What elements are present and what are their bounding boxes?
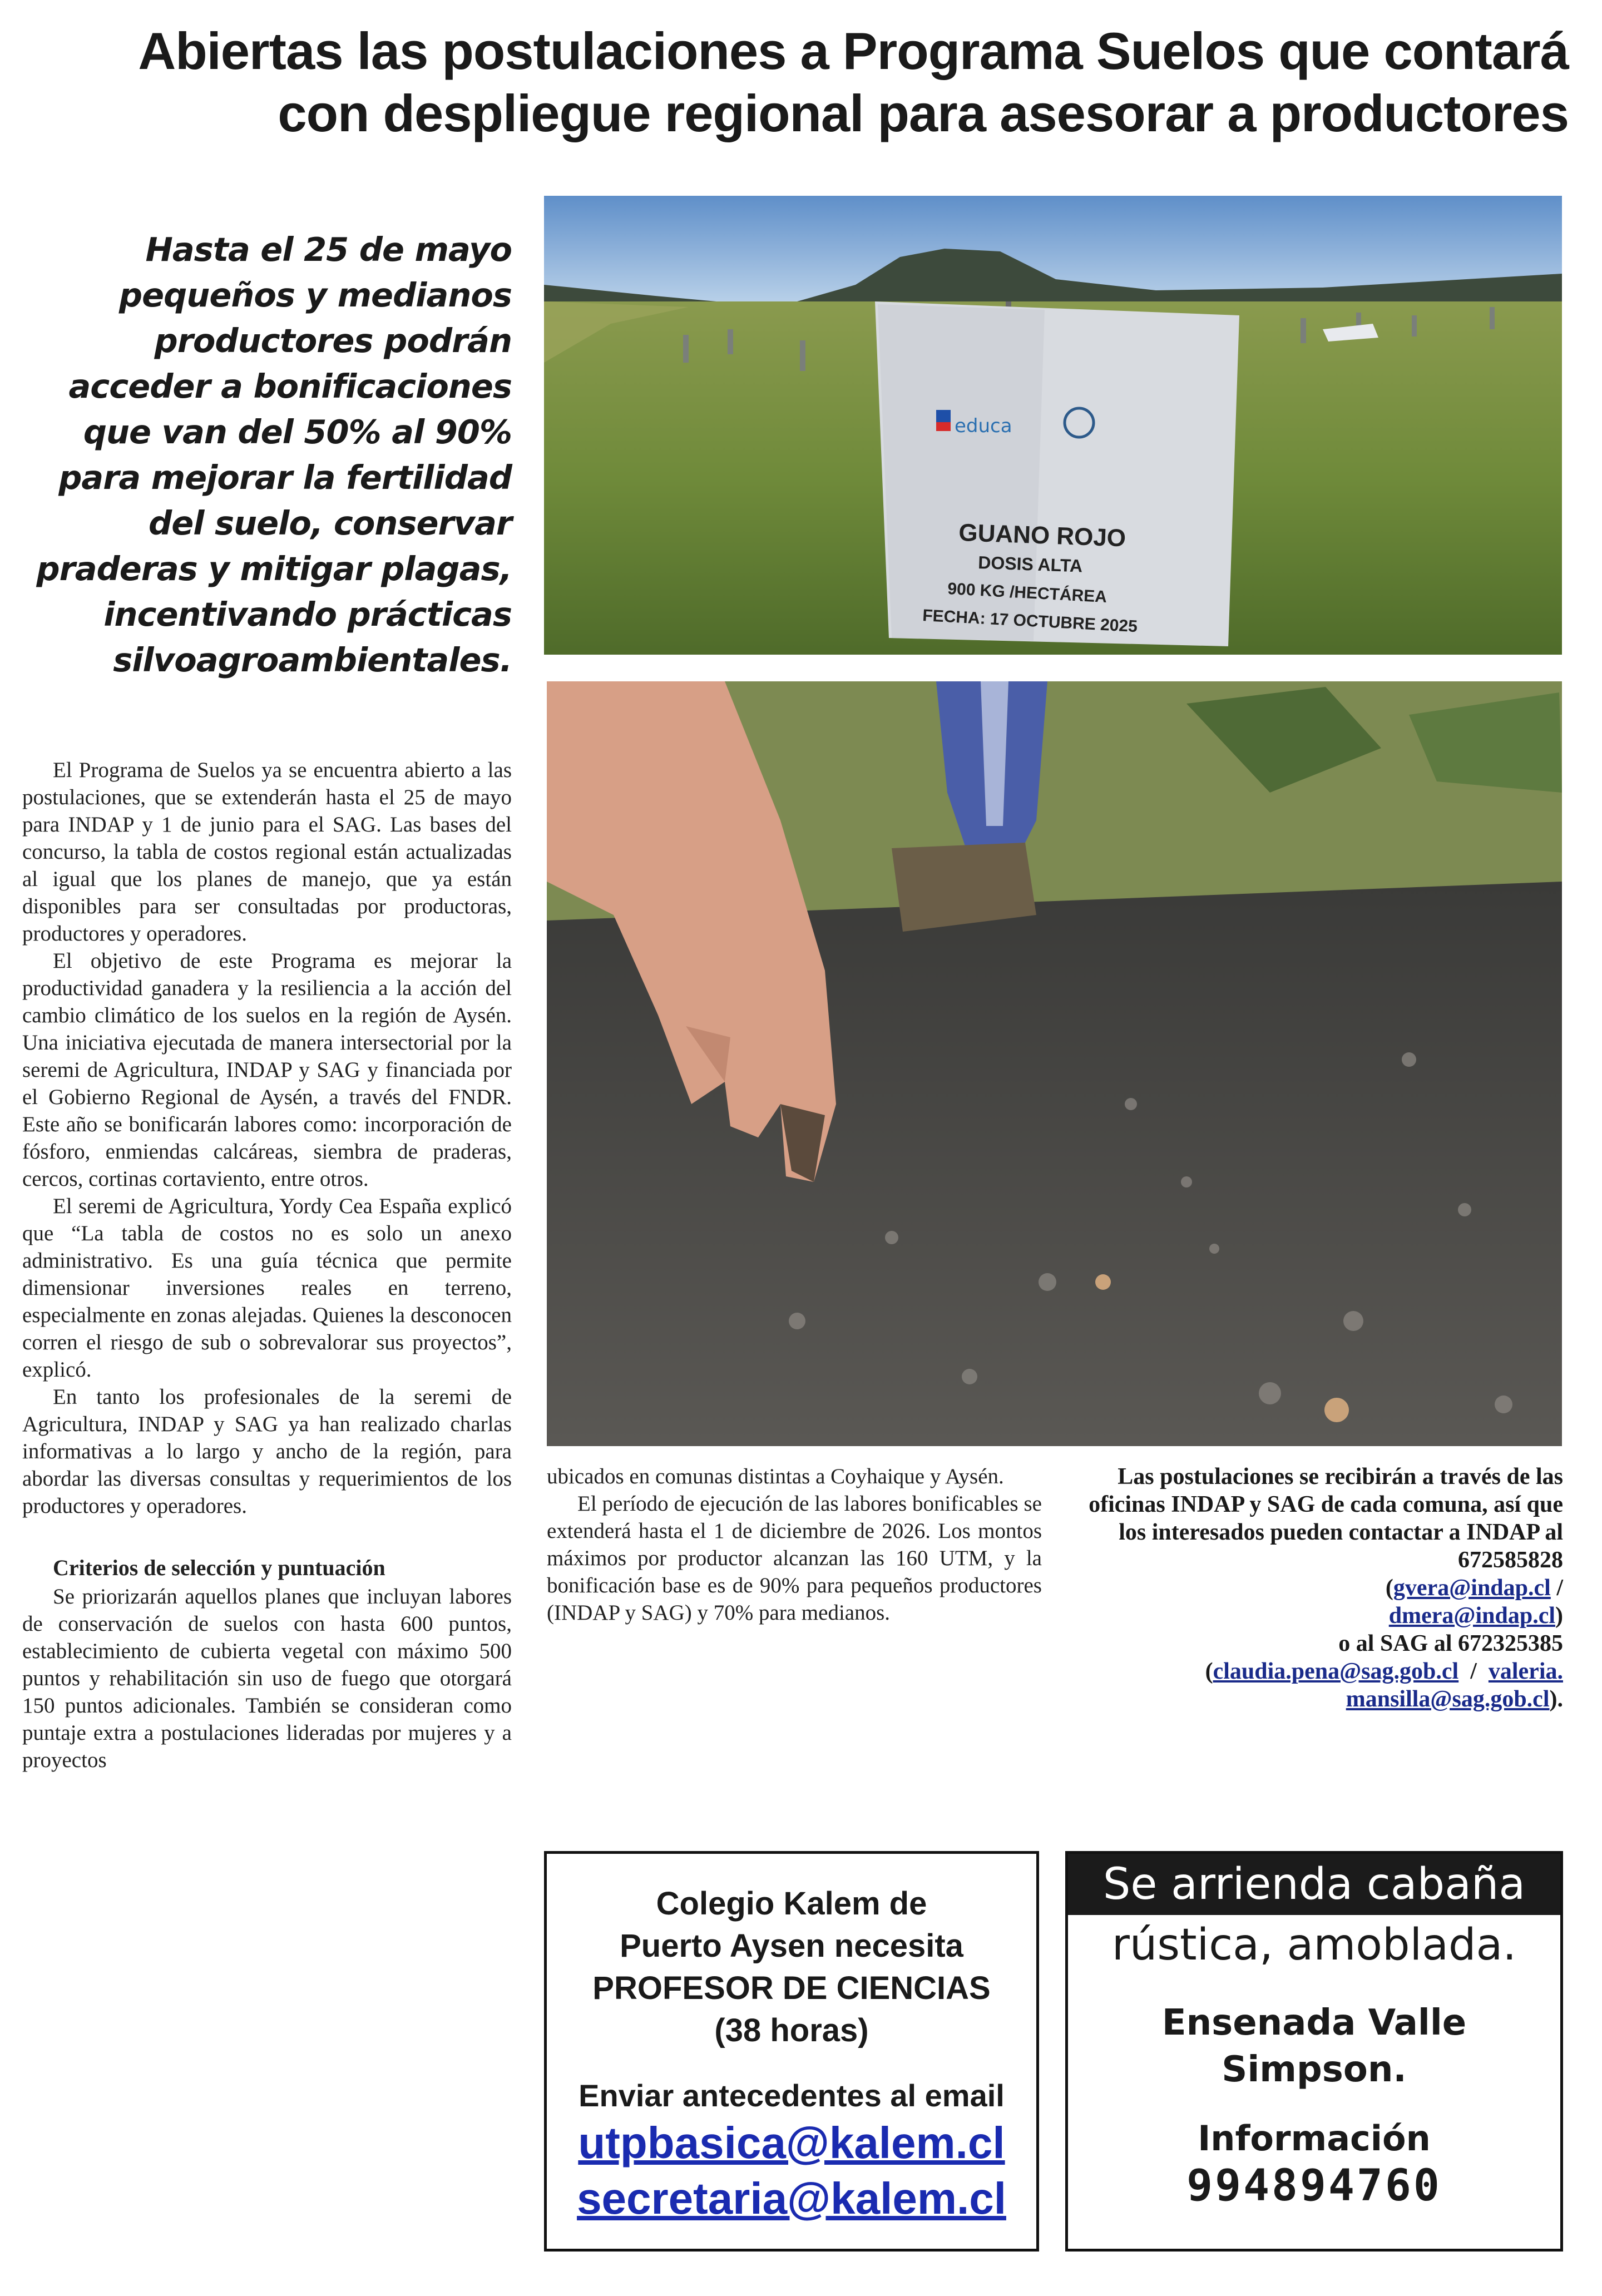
contact-intro: Las postulaciones se recibirán a través de las oficinas INDAP y SAG de cada comuna, así que los interesados pueden contactar a INDAP al 672585828 (1089, 1464, 1563, 1573)
body-paragraph-7: El período de ejecución de las labores bonificables se extenderá hasta el 1 de diciembre de 2026. Los montos máximos por productor alcanzan las 160 UTM, y la bonificación base es de 90% para pequeños productores (INDAP y SAG) y 70% para medianos. (547, 1492, 1042, 1625)
ad-cabana-info: Información (1198, 2118, 1431, 2159)
field-photo-illustration (544, 196, 1562, 655)
body-paragraph-3: El seremi de Agricultura, Yordy Cea España explicó que “La tabla de costos no es solo un anexo administrativo. Es una guía técnica que permite dimensionar inversiones reales en terreno, especialmente en zonas alejadas. Quienes la desconocen corren el riesgo de sub o sobrevalorar sus proyectos”, explicó. (22, 1194, 512, 1382)
contact-info (1057, 1463, 1563, 1713)
contact-paren: ( (1205, 1659, 1213, 1684)
contact-paren: ( (1385, 1575, 1393, 1601)
contact-separator: / (1550, 1575, 1563, 1601)
ad-colegio-email-1[interactable]: utpbasica@kalem.cl (578, 2118, 1005, 2168)
headline (22, 20, 1569, 145)
article-column-1 (22, 756, 512, 1774)
sign-rate: 900 KG /HECTÁREA (947, 580, 1107, 606)
body-paragraph-6: ubicados en comunas distintas a Coyhaique y Aysén. (547, 1464, 1004, 1488)
headline-line-1: Abiertas las postulaciones a Programa Suelos que contará (138, 22, 1569, 80)
contact-sag: o al SAG al 672325385 (1338, 1631, 1563, 1656)
ad-cabana-phone[interactable]: 994894760 (1186, 2161, 1442, 2211)
contact-paren: ) (1555, 1603, 1563, 1629)
contact-paren: ). (1549, 1686, 1563, 1712)
section-subheading: Criterios de selección y puntuación (53, 1555, 385, 1580)
sign-dose: DOSIS ALTA (977, 552, 1083, 576)
email-valeria-link-part2[interactable]: mansilla@sag.gob.cl (1346, 1686, 1550, 1712)
soil-photo-illustration (547, 681, 1562, 1446)
email-valeria-link-part1[interactable]: valeria. (1488, 1659, 1563, 1684)
field-photo (544, 196, 1562, 655)
body-paragraph-5: Se priorizarán aquellos planes que incluyan labores de conservación de suelos con hasta 600 puntos, establecimiento de cubierta vegetal con máximo 500 puntos y rehabilitación sin uso de fuego que otorgará 150 puntos adicionales. También se consideran como puntaje extra a postulaciones lideradas por mujeres y a proyectos (22, 1585, 512, 1772)
ad-colegio-line-3: PROFESOR DE CIENCIAS (592, 1970, 991, 2006)
ad-cabana-location-2: Simpson. (1222, 2049, 1407, 2090)
contact-separator: / (1458, 1659, 1489, 1684)
headline-line-2: con despliegue regional para asesorar a productores (278, 84, 1569, 142)
email-claudia-link[interactable]: claudia.pena@sag.gob.cl (1213, 1659, 1459, 1684)
article-column-2 (547, 1463, 1042, 1626)
sign-logo-text: educa (955, 415, 1012, 437)
email-gvera-link[interactable]: gvera@indap.cl (1393, 1575, 1551, 1601)
sign-date: FECHA: 17 OCTUBRE 2025 (922, 606, 1138, 636)
soil-photo (547, 681, 1562, 1446)
sign-title: GUANO ROJO (958, 519, 1126, 552)
ad-colegio-line-4: (38 horas) (714, 2012, 869, 2048)
ad-cabana-band: Se arrienda cabaña (1068, 1854, 1560, 1915)
ad-cabana-subtitle: rústica, amoblada. (1111, 1920, 1517, 1970)
ad-colegio-line-1: Colegio Kalem de (656, 1886, 927, 1922)
body-paragraph-4: En tanto los profesionales de la seremi de Agricultura, INDAP y SAG ya han realizado charlas informativas a lo largo y ancho de la región, para abordar las diversas consultas y requerimientos de los productores y operadores. (22, 1385, 512, 1518)
ad-colegio-send: Enviar antecedentes al email (578, 2078, 1005, 2113)
lead-paragraph: Hasta el 25 de mayo pequeños y medianos productores podrán acceder a bonificaciones que van del 50% al 90% para mejorar la fertilidad del suelo, conservar praderas y mitigar plagas, incentivando prácticas silvoagroambientales. (36, 230, 512, 679)
ad-cabana-location-1: Ensenada Valle (1161, 2002, 1467, 2043)
ad-cabana (1065, 1851, 1563, 2252)
ad-colegio-kalem (544, 1851, 1039, 2252)
body-paragraph-2: El objetivo de este Programa es mejorar la productividad ganadera y la resiliencia a la acción del cambio climático de los suelos en la región de Aysén. Una iniciativa ejecutada de manera intersectorial por la seremi de Agricultura, INDAP y SAG y financiada por el Gobierno Regional de Aysén, a través del FNDR. Este año se bonificarán labores como: incorporación de fósforo, enmiendas calcáreas, siembra de praderas, cercos, cortinas cortaviento, entre otros. (22, 949, 512, 1191)
ad-colegio-email-2[interactable]: secretaria@kalem.cl (577, 2174, 1006, 2223)
body-paragraph-1: El Programa de Suelos ya se encuentra abierto a las postulaciones, que se extenderán hasta el 25 de mayo para INDAP y 1 de junio para el SAG. Las bases del concurso, la tabla de costos regional están actualizadas al igual que los planes de manejo, que ya están disponibles para ser consultadas por productoras, productores y operadores. (22, 758, 512, 946)
email-dmera-link[interactable]: dmera@indap.cl (1388, 1603, 1555, 1629)
ad-colegio-line-2: Puerto Aysen necesita (620, 1928, 963, 1964)
